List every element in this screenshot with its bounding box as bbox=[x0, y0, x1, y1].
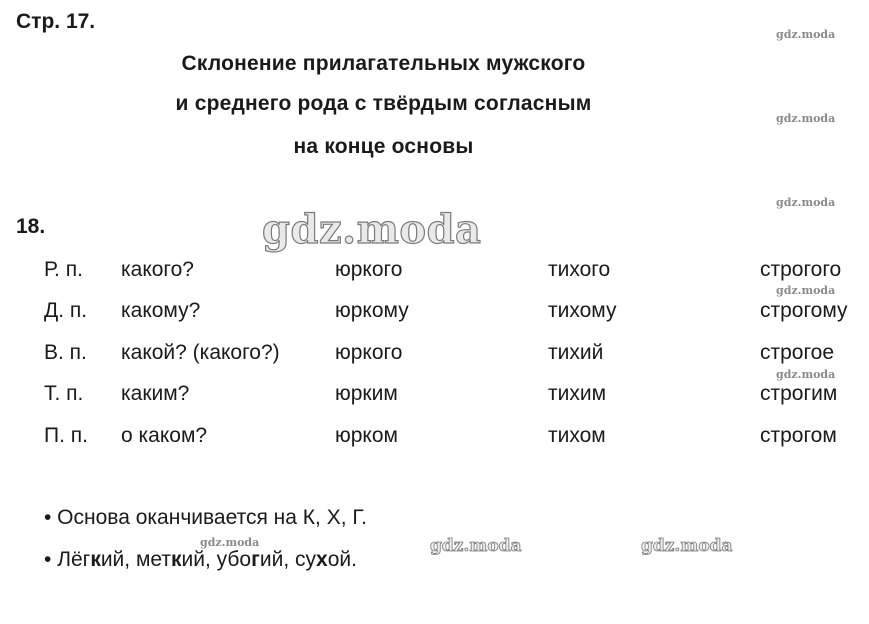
section-heading-line-1: Склонение прилагательных мужского bbox=[181, 52, 586, 75]
word-form: строгим bbox=[760, 382, 838, 405]
table-row bbox=[0, 341, 869, 371]
case-label: Р. п. bbox=[44, 258, 83, 281]
watermark-medium: gdz.moda bbox=[641, 536, 733, 556]
case-question: каким? bbox=[121, 382, 190, 405]
watermark-medium: gdz.moda bbox=[430, 536, 522, 556]
word-form: тихий bbox=[548, 341, 604, 364]
example-word-part: убо bbox=[216, 548, 252, 571]
highlighted-letter: к bbox=[90, 548, 101, 571]
example-word-part: ий, bbox=[100, 548, 136, 571]
word-form: тихого bbox=[548, 258, 611, 281]
table-row bbox=[0, 258, 869, 288]
example-word-part: Лёг bbox=[57, 548, 91, 571]
note-examples bbox=[44, 548, 357, 572]
watermark-small: gdz.moda bbox=[776, 196, 836, 209]
watermark-small: gdz.moda bbox=[776, 284, 836, 297]
case-question: о каком? bbox=[121, 424, 208, 447]
watermark-small: gdz.moda bbox=[776, 28, 836, 41]
watermark-small: gdz.moda bbox=[776, 368, 836, 381]
word-form: юркого bbox=[335, 258, 403, 281]
watermark-small: gdz.moda bbox=[200, 536, 260, 549]
example-word-part: мет bbox=[135, 548, 172, 571]
section-heading-line-3: на конце основы bbox=[293, 135, 474, 158]
watermark-large: gdz.moda bbox=[262, 206, 482, 253]
example-word-part: ий, bbox=[181, 548, 217, 571]
word-form: строгому bbox=[760, 299, 848, 322]
watermark-small: gdz.moda bbox=[776, 112, 836, 125]
word-form: тихом bbox=[548, 424, 606, 447]
page-label: Стр. 17. bbox=[16, 10, 96, 33]
case-label: Т. п. bbox=[44, 382, 84, 405]
bullet: • bbox=[44, 548, 58, 571]
highlighted-letter: г bbox=[251, 548, 260, 571]
task-number: 18. bbox=[16, 215, 46, 238]
case-label: В. п. bbox=[44, 341, 87, 364]
case-question: какой? (какого?) bbox=[121, 341, 280, 364]
highlighted-letter: х bbox=[316, 548, 328, 571]
case-question: какого? bbox=[121, 258, 194, 281]
word-form: строгое bbox=[760, 341, 835, 364]
table-row bbox=[0, 299, 869, 329]
example-word-part: су bbox=[295, 548, 317, 571]
note-stem-ending: • Основа оканчивается на К, Х, Г. bbox=[44, 506, 368, 529]
word-form: юрким bbox=[335, 382, 398, 405]
example-word-part: ой. bbox=[327, 548, 357, 571]
section-heading-line-2: и среднего рода с твёрдым согласным bbox=[175, 92, 592, 115]
word-form: строгом bbox=[760, 424, 837, 447]
case-label: Д. п. bbox=[44, 299, 88, 322]
table-row bbox=[0, 382, 869, 412]
highlighted-letter: к bbox=[171, 548, 182, 571]
word-form: тихому bbox=[548, 299, 617, 322]
case-question: какому? bbox=[121, 299, 201, 322]
word-form: строгого bbox=[760, 258, 842, 281]
table-row bbox=[0, 424, 869, 454]
word-form: юркому bbox=[335, 299, 409, 322]
word-form: юрком bbox=[335, 424, 398, 447]
case-label: П. п. bbox=[44, 424, 88, 447]
word-form: юркого bbox=[335, 341, 403, 364]
word-form: тихим bbox=[548, 382, 607, 405]
example-word-part: ий, bbox=[259, 548, 296, 571]
